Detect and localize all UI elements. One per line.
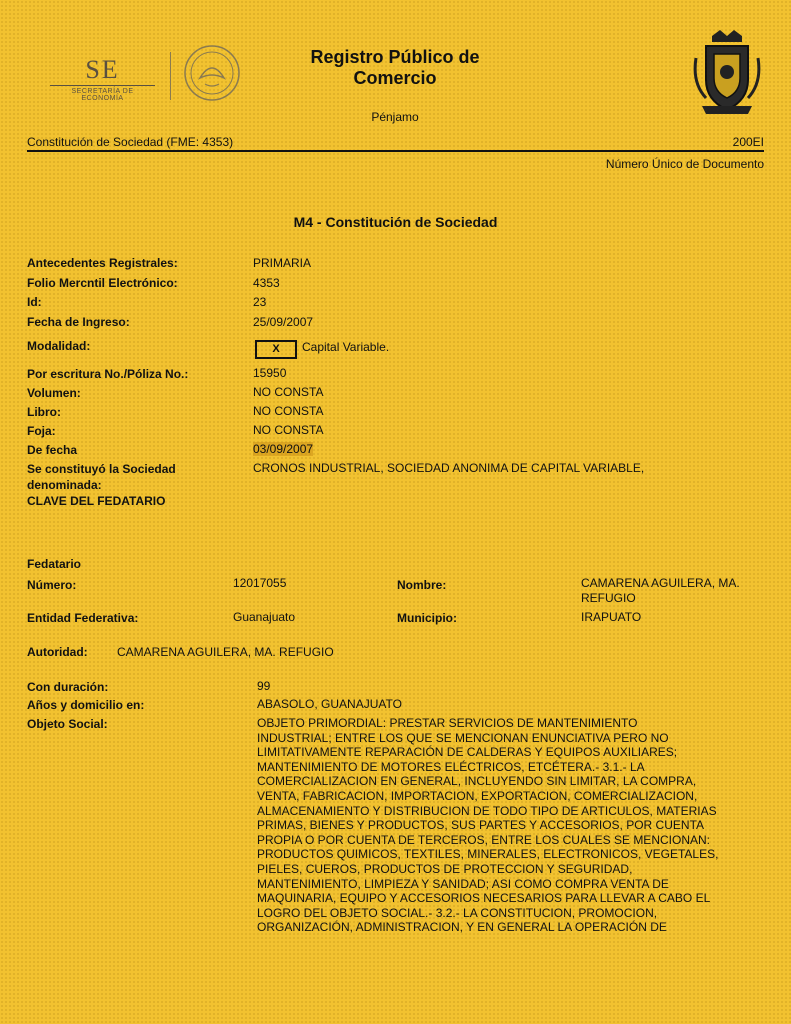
se-logo-text: SE xyxy=(85,55,120,84)
objeto-line: PRODUCTOS QUIMICOS, TEXTILES, MINERALES, ELECTRONICOS, VEGETALES, xyxy=(257,847,719,862)
antecedentes-value: PRIMARIA xyxy=(253,256,312,270)
de-fecha-label: De fecha xyxy=(27,443,78,457)
modalidad-value: Capital Variable. xyxy=(302,340,390,354)
entidad-label: Entidad Federativa: xyxy=(27,611,139,625)
nud-label: Número Único de Documento xyxy=(605,157,764,171)
volumen-label: Volumen: xyxy=(27,386,81,400)
foja-value: NO CONSTA xyxy=(253,423,324,437)
objeto-line: ORGANIZACIÓN, ADMINISTRACION, Y EN GENERAL LA OPERACIÓN DE xyxy=(257,920,667,935)
modalidad-label: Modalidad: xyxy=(27,339,91,353)
page-title xyxy=(290,47,500,89)
objeto-line: INDUSTRIAL; ENTRE LOS QUE SE MENCIONAN ENUNCIATIVA PERO NO xyxy=(257,730,669,745)
title-line-2: Comercio xyxy=(353,68,437,88)
fecha-ingreso-value: 25/09/2007 xyxy=(253,315,314,329)
numero-label: Número: xyxy=(27,578,77,592)
objeto-line: MAQUINARIA, EQUIPO Y ACCESORIOS NECESARIOS PARA LLEVAR A CABO EL xyxy=(257,891,711,906)
denominada-label-line-1: Se constituyó la Sociedad xyxy=(27,462,176,476)
objeto-line: MANTENIMIENTO, LIMPIEZA Y SANIDAD; ASI COMO COMPRA VENTA DE xyxy=(257,876,669,891)
objeto-line: PROPIA O POR CUENTA DE TERCEROS, ENTRE LOS CUALES SE MENCIONAN: xyxy=(257,832,710,847)
de-fecha-value: 03/09/2007 xyxy=(253,442,314,456)
duracion-value: 99 xyxy=(257,679,271,693)
logo-divider xyxy=(170,52,171,100)
libro-label: Libro: xyxy=(27,405,61,419)
city-label: Pénjamo xyxy=(371,110,419,124)
objeto-label: Objeto Social: xyxy=(27,717,108,731)
entidad-value: Guanajuato xyxy=(233,610,296,624)
modalidad-checkbox: X xyxy=(255,340,297,359)
objeto-line: OBJETO PRIMORDIAL: PRESTAR SERVICIOS DE MANTENIMIENTO xyxy=(257,716,638,730)
clave-fedatario-label: CLAVE DEL FEDATARIO xyxy=(27,494,166,508)
document-type: Constitución de Sociedad (FME: 4353) xyxy=(27,135,234,149)
section-title: M4 - Constitución de Sociedad xyxy=(293,214,498,230)
id-value: 23 xyxy=(253,295,267,309)
duracion-label: Con duración: xyxy=(27,680,109,694)
autoridad-value: CAMARENA AGUILERA, MA. REFUGIO xyxy=(117,645,334,659)
objeto-line: LIMITATIVAMENTE REPARACIÓN DE CALDERAS Y EQUIPOS AUXILIARES; xyxy=(257,745,678,760)
objeto-line: LOGRO DEL OBJETO SOCIAL.- 3.2.- LA CONSTITUCION, PROMOCION, xyxy=(257,905,658,920)
volumen-value: NO CONSTA xyxy=(253,385,324,399)
municipio-value: IRAPUATO xyxy=(581,610,642,624)
id-label: Id: xyxy=(27,295,42,309)
objeto-line: ALMACENAMIENTO Y DISTRIBUCION DE TODO TIPO DE ARTICULOS, MATERIAS xyxy=(257,803,717,818)
objeto-line: VENTA, FABRICACION, IMPORTACION, EXPORTACION, COMERCIALIZACION, xyxy=(257,788,698,803)
nombre-label: Nombre: xyxy=(397,578,447,592)
se-logo xyxy=(50,55,155,102)
foja-label: Foja: xyxy=(27,424,56,438)
nombre-line-2: REFUGIO xyxy=(581,591,636,605)
municipal-crest-icon xyxy=(692,28,762,123)
objeto-line: COMERCIALIZACION EN GENERAL, INCLUYENDO SIN LIMITAR, LA COMPRA, xyxy=(257,774,697,789)
nombre-value xyxy=(581,576,740,606)
denominada-label xyxy=(27,461,176,493)
objeto-line: PIELES, CUEROS, PRODUCTOS DE PROTECCION Y SEGURIDAD, xyxy=(257,861,633,876)
fecha-ingreso-label: Fecha de Ingreso: xyxy=(27,315,130,329)
folio-label: Folio Mercntil Electrónico: xyxy=(27,276,178,290)
nombre-line-1: CAMARENA AGUILERA, MA. xyxy=(581,576,740,590)
header-rule xyxy=(27,150,764,152)
objeto-line: MANTENIMIENTO DE MOTORES ELÉCTRICOS, ETCÉTERA.- 3.1.- LA xyxy=(257,759,645,774)
mexico-seal-icon xyxy=(183,44,241,107)
antecedentes-label: Antecedentes Registrales: xyxy=(27,256,178,270)
autoridad-label: Autoridad: xyxy=(27,645,88,659)
municipio-label: Municipio: xyxy=(397,611,457,625)
se-logo-subtitle: SECRETARÍA DE ECONOMÍA xyxy=(50,85,155,102)
domicilio-label: Años y domicilio en: xyxy=(27,698,145,712)
denominada-value: CRONOS INDUSTRIAL, SOCIEDAD ANONIMA DE CAPITAL VARIABLE, xyxy=(253,461,645,475)
fedatario-heading: Fedatario xyxy=(27,557,82,571)
escritura-label: Por escritura No./Póliza No.: xyxy=(27,367,189,381)
objeto-social-text xyxy=(257,716,757,935)
title-line-1: Registro Público de xyxy=(310,47,480,67)
numero-value: 12017055 xyxy=(233,576,287,590)
folio-value: 4353 xyxy=(253,276,280,290)
libro-value: NO CONSTA xyxy=(253,404,324,418)
denominada-label-line-2: denominada: xyxy=(27,478,102,492)
escritura-value: 15950 xyxy=(253,366,287,380)
document-code: 200EI xyxy=(732,135,764,149)
domicilio-value: ABASOLO, GUANAJUATO xyxy=(257,697,402,711)
objeto-line: PRIMAS, BIENES Y PRODUCTOS, SUS PARTES Y ACCESORIOS, POR CUENTA xyxy=(257,818,705,833)
